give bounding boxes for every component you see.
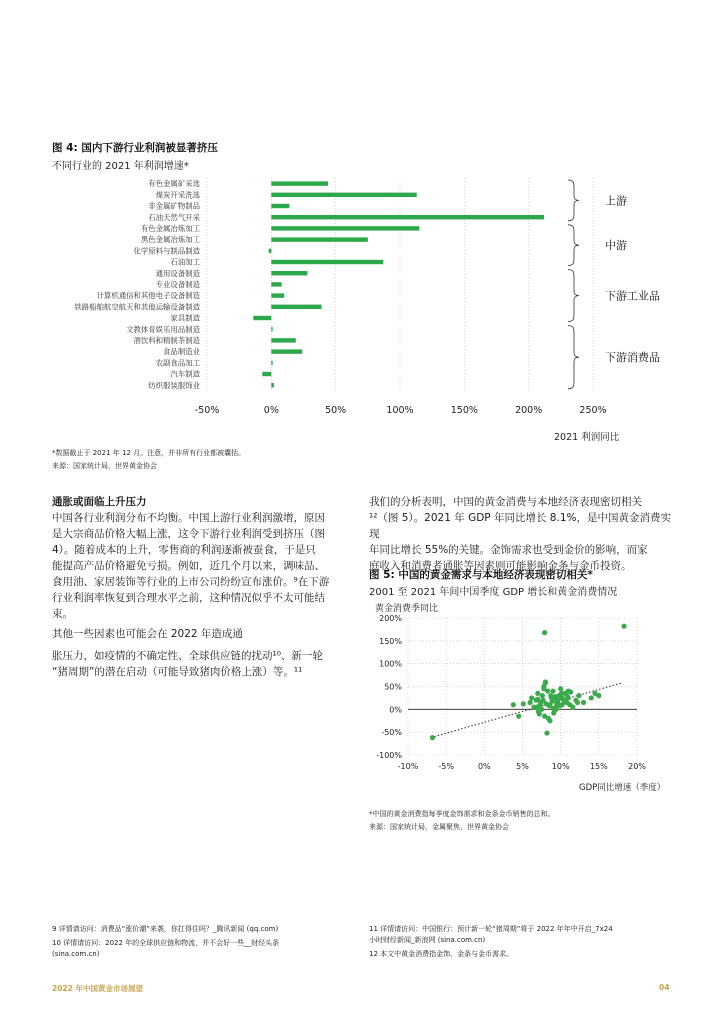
fig4-group-brace <box>568 225 579 266</box>
fig5-point <box>547 718 552 723</box>
fig5-title: 图 5: 中国的黄金需求与本地经济表现密切相关* <box>369 569 593 581</box>
fig4-group-brace <box>568 326 579 389</box>
fig5-point <box>575 700 580 705</box>
fig5-point <box>516 714 521 719</box>
fig5-point <box>551 710 556 715</box>
fig4-group-brace <box>568 180 579 221</box>
fig5-subtitle: 2001 至 2021 年间中国季度 GDP 增长和黄金消费情况 <box>369 587 618 598</box>
footnotes-left <box>52 924 279 960</box>
right-p-line: 年同比增长 55%的关键。金饰需求也受到金价的影响，而家 <box>369 544 648 556</box>
fig4-category-label: 计算机通信和其他电子设备制造 <box>96 291 200 301</box>
fig4-bar <box>271 349 302 353</box>
fig4-bar <box>271 327 272 331</box>
fig5-point <box>550 699 555 704</box>
fig4-source: 来源：国家统计局，世界黄金协会 <box>52 462 157 470</box>
fig5-point <box>589 695 594 700</box>
fig5-point <box>511 702 516 707</box>
fig4-bar <box>262 372 271 376</box>
fig5-tick-labels <box>376 614 646 771</box>
fig4-bars <box>253 181 544 387</box>
left-p1-line: 4）。随着成本的上升，零售商的利润逐渐被蚕食，于是只 <box>52 544 316 556</box>
fig4-category-label: 有色金属矿采选 <box>148 179 200 189</box>
fig5-point <box>541 686 546 691</box>
fig5-point <box>537 702 542 707</box>
fig4-bar <box>271 181 328 185</box>
fig5-point <box>535 691 540 696</box>
fig5-y-tick-label: 0% <box>389 705 402 715</box>
fig4-gridlines <box>207 178 593 391</box>
footnote: 12 本文中黄金消费指金饰、金条与金币需求。 <box>369 950 514 958</box>
right-p-line: ¹²（图 5）。2021 年 GDP 年同比增长 8.1%，是中国黄金消费实现 <box>369 512 671 540</box>
fig5-y-tick-label: 100% <box>379 659 402 669</box>
fig4-tick-label: 100% <box>386 404 414 416</box>
fig5-point <box>535 697 540 702</box>
fig4-x-axis-label: 2021 利润同比 <box>554 432 620 443</box>
fig5-point <box>430 735 435 740</box>
fig4-tick-label: 200% <box>515 404 543 416</box>
fig4-category-label: 有色金属冶炼加工 <box>140 224 200 233</box>
fig5-point <box>542 714 547 719</box>
fig4-category-label: 化学原料与制品制造 <box>133 246 200 256</box>
fig5-point <box>567 702 572 707</box>
footnote: 11 详情请访问：中国银行：预计新一轮“猪周期”将于 2022 年年中开启_7x24 <box>369 925 613 933</box>
fig5-note: *中国的黄金消费指每季度金饰需求和金条金币销售的总和。 <box>369 810 555 818</box>
fig5-point <box>548 693 553 698</box>
fig4-category-label: 汽车制造 <box>170 369 200 379</box>
fig4-bar <box>271 193 416 197</box>
fig4-category-label: 黑色金属冶炼加工 <box>140 235 200 245</box>
fig4-note: *数据截止于 2021 年 12 月。注意，并非所有行业都被囊括。 <box>52 449 246 457</box>
fig5-point <box>543 680 548 685</box>
left-p1-line: 能提高产品价格避免亏损。例如，近几个月以来，调味品、 <box>52 560 325 572</box>
fig5-y-tick-label: 200% <box>379 614 402 623</box>
section-heading: 通胀或面临上升压力 <box>52 496 147 508</box>
left-paragraph-1 <box>52 510 362 622</box>
fig5-x-tick-label: 20% <box>628 762 646 771</box>
fig4-tick-label: 50% <box>325 404 347 416</box>
fig4-bar <box>271 383 274 387</box>
fig5-point <box>621 624 626 629</box>
fig4-tick-label: 0% <box>263 404 279 416</box>
footnote: 小时财经新闻_新浪网 (sina.com.cn) <box>369 936 486 944</box>
fig4-bar <box>269 249 272 253</box>
fig5-point <box>539 707 544 712</box>
fig5-point <box>550 688 555 693</box>
fig5-x-tick-label: -5% <box>438 762 454 771</box>
fig4-category-label: 纺织服装服饰业 <box>148 380 200 390</box>
fig4-group-label: 中游 <box>605 239 627 253</box>
left-p1-line: 是大宗商品价格大幅上涨，这令下游行业利润受到挤压（图 <box>52 528 325 540</box>
fig4-bar <box>271 237 368 241</box>
fig4-category-label: 石油天然气开采 <box>148 212 200 222</box>
fig4-tick-labels <box>195 405 607 416</box>
fig4-subtitle: 不同行业的 2021 年利润增速* <box>52 161 189 172</box>
fig5-y-tick-label: 150% <box>379 636 402 646</box>
fig4-bar <box>271 361 272 365</box>
fig4-group-braces <box>568 180 660 389</box>
fig5-point <box>560 695 565 700</box>
fig5-y-tick-label: -100% <box>376 751 402 760</box>
fig4-category-label: 专业设备制造 <box>155 280 200 289</box>
fig5-point <box>529 695 534 700</box>
fig4-category-label: 家具制造 <box>170 313 200 323</box>
fig4-category-label: 酒饮料和精制茶制造 <box>133 336 200 345</box>
fig4-category-label: 石油加工 <box>170 257 200 267</box>
page-number: 04 <box>659 983 670 992</box>
fig5-y-tick-label: 50% <box>384 682 402 692</box>
fig4-bar <box>271 305 321 309</box>
fig4-category-label: 非金属矿物制品 <box>148 201 200 211</box>
footnotes-right <box>369 924 613 960</box>
right-paragraph <box>369 494 679 574</box>
fig5-x-tick-label: 15% <box>589 762 608 771</box>
fig4-bar <box>271 282 281 286</box>
fig5-point <box>566 688 571 693</box>
fig5-point <box>581 700 586 705</box>
left-p1-line: 束。 <box>52 608 73 620</box>
fig4-bar <box>271 215 544 219</box>
fig5-point <box>521 701 526 706</box>
fig4-group-label: 下游消费品 <box>605 351 660 365</box>
fig5-x-tick-label: 10% <box>551 762 570 771</box>
fig5-point <box>542 630 547 635</box>
right-p-line: 庭收入和消费者通胀等因素则可能影响金条与金币投资。 <box>369 560 632 572</box>
fig4-group-label: 下游工业品 <box>605 289 660 303</box>
fig5-point <box>540 693 545 698</box>
fig5-x-tick-label: 5% <box>516 762 529 771</box>
fig5-point <box>558 686 563 691</box>
fig5-x-tick-label: 0% <box>477 762 491 771</box>
fig5-x-axis-label: GDP同比增速（季度） <box>579 783 665 793</box>
fig5-point <box>565 694 570 699</box>
fig5-point <box>559 691 564 696</box>
fig5-point <box>550 706 555 711</box>
left-p1-line: 行业利润率恢复到合理水平之前，这种情况似乎不太可能结 <box>52 592 325 604</box>
fig4-tick-label: 150% <box>450 404 478 416</box>
fig4-category-label: 煤炭开采洗选 <box>155 190 200 200</box>
fig4-bar <box>271 293 284 297</box>
left-paragraph-3 <box>52 648 362 680</box>
left-p3-line: 胀压力，如疫情的不确定性、全球供应链的扰动¹⁰、新一轮 <box>52 650 323 662</box>
left-p1-line: 中国各行业利润分布不均衡。中国上游行业利润激增，原因 <box>52 512 325 524</box>
left-paragraph-2: 其他一些因素也可能会在 2022 年造成通 <box>52 628 243 640</box>
fig4-bar <box>271 226 419 230</box>
fig4-bar <box>271 271 307 275</box>
fig5-point <box>576 693 581 698</box>
fig4-tick-label: 250% <box>579 404 607 416</box>
fig5-point <box>528 700 533 705</box>
footnote: 10 详情请访问：2022 年的全球供应链和物流，并不会好一些__财经头条 <box>52 939 280 947</box>
fig4-group-brace <box>568 270 579 322</box>
left-p3-line: “猪周期”的潜在启动（可能导致猪肉价格上涨）等。¹¹ <box>52 666 303 678</box>
fig5-point <box>596 693 601 698</box>
fig4-category-label: 铁路船舶航空航天和其他运输设备制造 <box>74 302 200 312</box>
footnote: 9 详情请访问：消费品“涨价潮”来袭，你扛得住吗？_腾讯新闻 (qq.com) <box>52 925 279 933</box>
fig4-bar <box>271 204 289 208</box>
fig5-y-tick-label: -50% <box>381 728 402 738</box>
right-p-line: 我们的分析表明，中国的黄金消费与本地经济表现密切相关 <box>369 496 642 508</box>
fig4-tick-label: -50% <box>194 404 220 416</box>
fig5-point <box>544 730 549 735</box>
left-p1-line: 食用油、家居装饰等行业的上市公司纷纷宣布涨价。⁹在下游 <box>52 576 330 588</box>
fig5-y-axis-label: 黄金消费季同比 <box>375 604 439 614</box>
fig4-category-label: 食品制造业 <box>163 347 200 357</box>
fig4-bar <box>271 338 295 342</box>
fig4-title: 图 4: 国内下游行业利润被显著挤压 <box>52 142 218 154</box>
footer-title: 2022 年中国黄金市场展望 <box>52 984 143 993</box>
fig4-category-labels <box>74 179 200 390</box>
fig5-trendline <box>431 683 622 738</box>
fig4-bar-chart <box>40 172 680 450</box>
fig4-group-label: 上游 <box>605 194 627 208</box>
fig5-scatter-chart <box>365 598 665 796</box>
fig4-category-label: 通用设备制造 <box>155 268 200 278</box>
fig5-x-tick-label: -10% <box>397 762 419 771</box>
fig4-bar <box>253 316 271 320</box>
fig4-category-label: 农副食品加工 <box>155 358 200 368</box>
fig5-trendline <box>431 683 622 738</box>
fig4-bar <box>271 260 383 264</box>
fig4-category-label: 文教体育娱乐用品制造 <box>126 324 200 334</box>
fig5-source: 来源：国家统计局，金属聚焦，世界黄金协会 <box>369 823 509 831</box>
footnote: (sina.com.cn) <box>52 950 100 958</box>
